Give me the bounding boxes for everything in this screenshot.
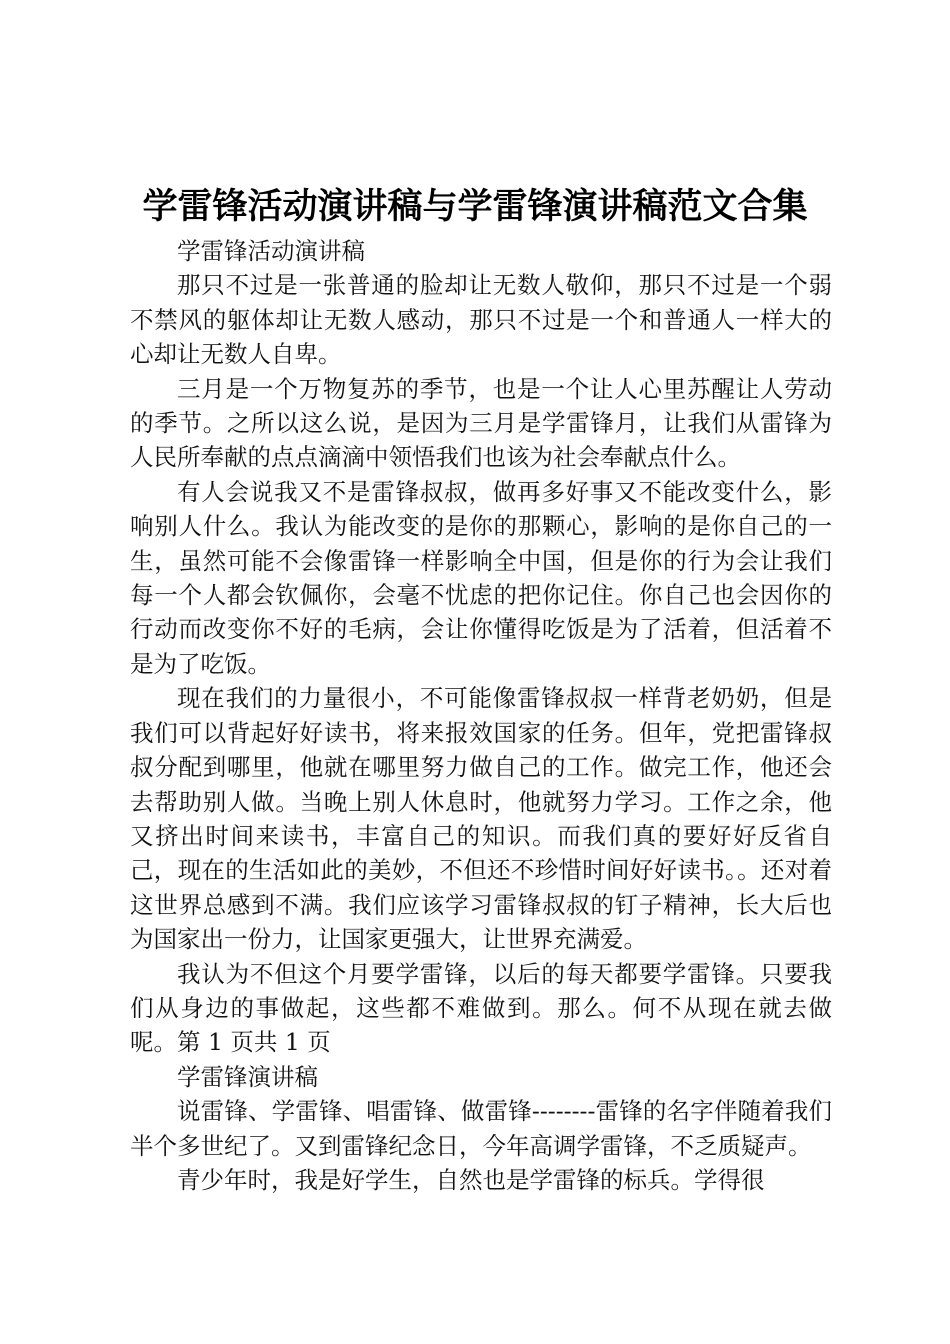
- document-title: 学雷锋活动演讲稿与学雷锋演讲稿范文合集: [142, 186, 808, 227]
- document-body: [130, 234, 832, 1197]
- paragraph: 那只不过是一张普通的脸却让无数人敬仰，那只不过是一个弱不禁风的躯体却让无数人感动，那只不过是一个和普通人一样大的心却让无数人自卑。: [130, 271, 832, 369]
- paragraph: 三月是一个万物复苏的季节，也是一个让人心里苏醒让人劳动的季节。之所以这么说，是因为三月是学雷锋月，让我们从雷锋为人民所奉献的点点滴滴中领悟我们也该为社会奉献点什么。: [130, 374, 832, 472]
- paragraph: 我认为不但这个月要学雷锋，以后的每天都要学雷锋。只要我们从身边的事做起，这些都不难做到。那么。何不从现在就去做呢。第 1 页共 1 页: [130, 959, 832, 1057]
- section-heading: 学雷锋活动演讲稿: [177, 237, 365, 265]
- paragraph: 说雷锋、学雷锋、唱雷锋、做雷锋--------雷锋的名字伴随着我们半个多世纪了。又到雷锋纪念日，今年高调学雷锋，不乏质疑声。: [130, 1097, 832, 1160]
- paragraph: 青少年时，我是好学生，自然也是学雷锋的标兵。学得很: [177, 1165, 765, 1194]
- paragraph: 现在我们的力量很小，不可能像雷锋叔叔一样背老奶奶，但是我们可以背起好好读书，将来报效国家的任务。但年，党把雷锋叔叔分配到哪里，他就在哪里努力做自己的工作。做完工作，他还会去帮助别人做。当晚上别人休息时，他就努力学习。工作之余，他又挤出时间来读书，丰富自己的知识。而我们真的要好好反省自己，现在的生活如此的美妙，不但还不珍惜时间好好读书。。还对着这世界总感到不满。我们应该学习雷锋叔叔的钉子精神，长大后也为国家出一份力，让国家更强大，让世界充满爱。: [130, 684, 832, 954]
- section-heading: 学雷锋演讲稿: [177, 1062, 318, 1091]
- paragraph: 有人会说我又不是雷锋叔叔，做再多好事又不能改变什么，影响别人什么。我认为能改变的是你的那颗心，影响的是你自己的一生，虽然可能不会像雷锋一样影响全中国，但是你的行为会让我们每一个人都会钦佩你，会毫不忧虑的把你记住。你自己也会因你的行动而改变你不好的毛病，会让你懂得吃饭是为了活着，但活着不是为了吃饭。: [130, 477, 832, 678]
